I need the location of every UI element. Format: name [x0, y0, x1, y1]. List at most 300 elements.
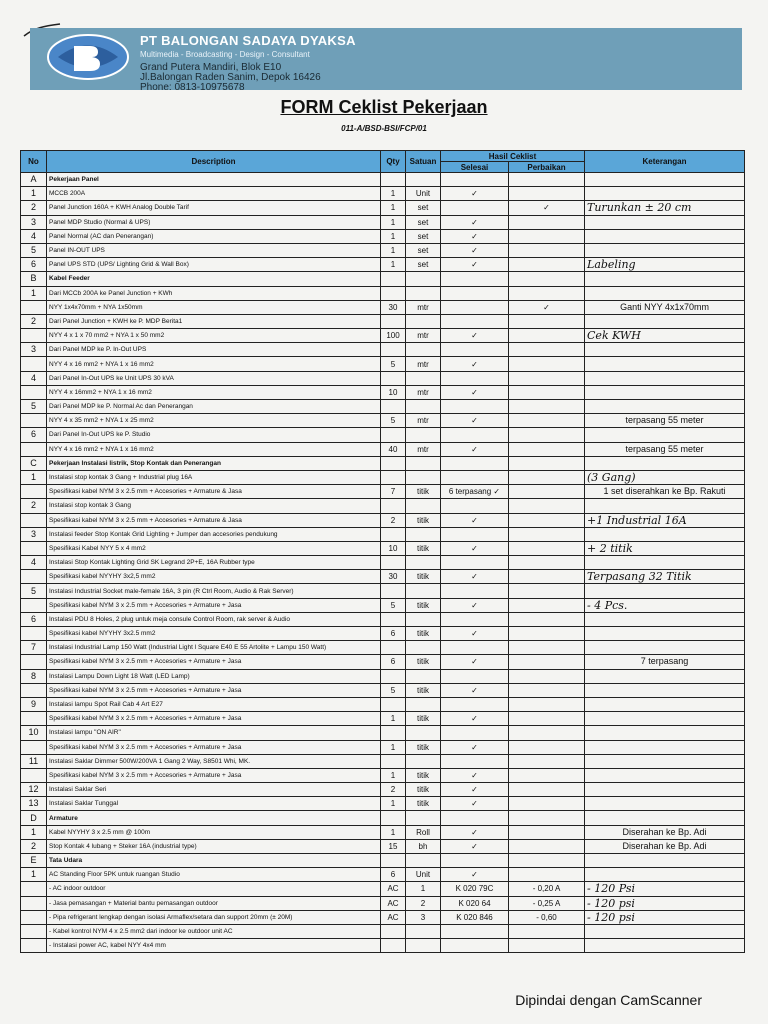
row-satuan — [406, 726, 441, 740]
row-no: 3 — [21, 527, 47, 541]
row-satuan — [406, 173, 441, 187]
row-qty: 1 — [381, 825, 406, 839]
table-row — [21, 357, 745, 371]
row-satuan: set — [406, 258, 441, 272]
company-name: PT BALONGAN SADAYA DYAKSA — [140, 33, 356, 48]
row-qty — [381, 612, 406, 626]
row-qty — [381, 371, 406, 385]
row-satuan: titik — [406, 570, 441, 584]
row-satuan — [406, 272, 441, 286]
row-qty — [381, 556, 406, 570]
table-row — [21, 201, 745, 215]
row-perbaikan — [509, 754, 585, 768]
row-description: Dari Panel In-Out UPS ke Unit UPS 30 kVA — [47, 371, 381, 385]
row-description: Instalasi PDU 8 Holes, 2 plug untuk meja consule Control Room, rak server & Audio — [47, 612, 381, 626]
row-keterangan — [585, 400, 745, 414]
row-no: 2 — [21, 314, 47, 328]
row-keterangan — [585, 187, 745, 201]
row-no — [21, 570, 47, 584]
row-selesai — [441, 924, 509, 938]
row-satuan: mtr — [406, 414, 441, 428]
table-row — [21, 839, 745, 853]
row-selesai: ✓ — [441, 783, 509, 797]
row-no: D — [21, 811, 47, 825]
row-description: - Instalasi power AC, kabel NYY 4x4 mm — [47, 939, 381, 953]
row-keterangan: terpasang 55 meter — [585, 442, 745, 456]
row-description: Instalasi Stop Kontak Lighting Grid SK Legrand 2P+E, 16A Rubber type — [47, 556, 381, 570]
row-no — [21, 414, 47, 428]
row-selesai: ✓ — [441, 868, 509, 882]
row-satuan: titik — [406, 627, 441, 641]
row-no: 2 — [21, 839, 47, 853]
row-no: 3 — [21, 343, 47, 357]
row-qty: 10 — [381, 385, 406, 399]
row-keterangan — [585, 924, 745, 938]
col-description: Description — [47, 151, 381, 173]
col-keterangan: Keterangan — [585, 151, 745, 173]
row-keterangan: Labeling — [585, 258, 745, 272]
row-selesai: K 020 846 — [441, 910, 509, 924]
company-tagline: Multimedia - Broadcasting - Design - Consultant — [140, 50, 310, 59]
row-qty — [381, 499, 406, 513]
row-perbaikan — [509, 797, 585, 811]
row-keterangan — [585, 385, 745, 399]
row-no — [21, 329, 47, 343]
row-perbaikan: - 0,20 A — [509, 882, 585, 896]
row-qty — [381, 314, 406, 328]
row-no — [21, 655, 47, 669]
row-perbaikan — [509, 783, 585, 797]
row-qty: 1 — [381, 768, 406, 782]
table-row — [21, 627, 745, 641]
row-no: 1 — [21, 286, 47, 300]
row-perbaikan — [509, 400, 585, 414]
row-perbaikan — [509, 924, 585, 938]
table-row — [21, 556, 745, 570]
row-no — [21, 740, 47, 754]
row-perbaikan — [509, 343, 585, 357]
row-selesai: ✓ — [441, 541, 509, 555]
row-keterangan — [585, 697, 745, 711]
row-description: Kabel Feeder — [47, 272, 381, 286]
row-keterangan: Terpasang 32 Titik — [585, 570, 745, 584]
row-keterangan — [585, 754, 745, 768]
row-no: E — [21, 854, 47, 868]
row-perbaikan — [509, 627, 585, 641]
row-qty: AC — [381, 882, 406, 896]
row-selesai: ✓ — [441, 258, 509, 272]
row-perbaikan — [509, 286, 585, 300]
row-no: 7 — [21, 641, 47, 655]
row-satuan: titik — [406, 783, 441, 797]
row-qty: 1 — [381, 712, 406, 726]
row-no — [21, 357, 47, 371]
row-selesai: ✓ — [441, 655, 509, 669]
table-row — [21, 300, 745, 314]
row-selesai: ✓ — [441, 598, 509, 612]
row-description: Dari Panel MDP ke P. Normal Ac dan Penerangan — [47, 400, 381, 414]
row-no — [21, 541, 47, 555]
row-perbaikan — [509, 442, 585, 456]
row-selesai: ✓ — [441, 712, 509, 726]
row-no — [21, 385, 47, 399]
row-qty — [381, 470, 406, 484]
row-selesai: ✓ — [441, 243, 509, 257]
row-description: Instalasi lampu Spot Rail Cab 4 Art E27 — [47, 697, 381, 711]
row-keterangan — [585, 868, 745, 882]
row-perbaikan: - 0,60 — [509, 910, 585, 924]
row-perbaikan — [509, 641, 585, 655]
row-perbaikan — [509, 655, 585, 669]
row-description: Kabel NYYHY 3 x 2.5 mm @ 100m — [47, 825, 381, 839]
table-row — [21, 868, 745, 882]
row-selesai: ✓ — [441, 414, 509, 428]
row-satuan: titik — [406, 768, 441, 782]
row-no: 9 — [21, 697, 47, 711]
row-perbaikan — [509, 811, 585, 825]
row-perbaikan — [509, 570, 585, 584]
table-row — [21, 584, 745, 598]
row-keterangan: Diserahan ke Bp. Adi — [585, 825, 745, 839]
table-row — [21, 924, 745, 938]
table-row — [21, 683, 745, 697]
row-keterangan: Turunkan ± 20 cm — [585, 201, 745, 215]
row-qty — [381, 428, 406, 442]
row-qty — [381, 343, 406, 357]
row-keterangan — [585, 854, 745, 868]
address-line-3: Phone: 0813-10975678 — [140, 82, 245, 93]
row-no: 4 — [21, 371, 47, 385]
row-perbaikan — [509, 726, 585, 740]
row-qty: 40 — [381, 442, 406, 456]
row-keterangan: Ganti NYY 4x1x70mm — [585, 300, 745, 314]
row-perbaikan — [509, 839, 585, 853]
table-row — [21, 697, 745, 711]
row-description: - AC indoor outdoor — [47, 882, 381, 896]
row-satuan — [406, 697, 441, 711]
row-perbaikan — [509, 768, 585, 782]
row-description: Dari MCCb 200A ke Panel Junction + KWh — [47, 286, 381, 300]
row-satuan: bh — [406, 839, 441, 853]
row-description: Armature — [47, 811, 381, 825]
row-no: 1 — [21, 825, 47, 839]
row-keterangan: 7 terpasang — [585, 655, 745, 669]
row-selesai — [441, 428, 509, 442]
row-no: 5 — [21, 400, 47, 414]
row-selesai: ✓ — [441, 442, 509, 456]
table-row — [21, 726, 745, 740]
table-row — [21, 215, 745, 229]
table-row — [21, 854, 745, 868]
row-perbaikan — [509, 314, 585, 328]
row-satuan: titik — [406, 797, 441, 811]
row-selesai — [441, 343, 509, 357]
row-selesai — [441, 272, 509, 286]
row-description: NYY 4 x 16 mm2 + NYA 1 x 16 mm2 — [47, 357, 381, 371]
company-logo-icon — [44, 32, 132, 82]
row-qty: 5 — [381, 414, 406, 428]
table-row — [21, 329, 745, 343]
table-row — [21, 612, 745, 626]
row-keterangan: + 2 titik — [585, 541, 745, 555]
row-description: Dari Panel In-Out UPS ke P. Studio — [47, 428, 381, 442]
table-row — [21, 910, 745, 924]
row-qty — [381, 697, 406, 711]
row-qty: 30 — [381, 300, 406, 314]
row-description: Spesifikasi Kabel NYY 5 x 4 mm2 — [47, 541, 381, 555]
row-keterangan — [585, 669, 745, 683]
row-selesai: ✓ — [441, 740, 509, 754]
row-no: 3 — [21, 215, 47, 229]
row-no: 6 — [21, 612, 47, 626]
row-no — [21, 910, 47, 924]
row-description: MCCB 200A — [47, 187, 381, 201]
row-description: Instalasi lampu "ON AIR" — [47, 726, 381, 740]
row-satuan: Unit — [406, 868, 441, 882]
row-keterangan — [585, 641, 745, 655]
row-satuan: titik — [406, 485, 441, 499]
row-satuan — [406, 371, 441, 385]
row-selesai: ✓ — [441, 229, 509, 243]
row-qty — [381, 854, 406, 868]
address-line-1: Grand Putera Mandiri, Blok E10 — [140, 62, 282, 73]
row-qty — [381, 400, 406, 414]
row-keterangan — [585, 768, 745, 782]
row-description: Spesifikasi kabel NYYHY 3x2.5 mm2 — [47, 627, 381, 641]
row-satuan: titik — [406, 712, 441, 726]
row-selesai: ✓ — [441, 513, 509, 527]
row-selesai: ✓ — [441, 329, 509, 343]
table-row — [21, 243, 745, 257]
row-qty — [381, 669, 406, 683]
row-description: NYY 4 x 16 mm2 + NYA 1 x 16 mm2 — [47, 442, 381, 456]
table-row — [21, 541, 745, 555]
table-row — [21, 712, 745, 726]
row-qty: 1 — [381, 229, 406, 243]
row-description: Spesifikasi kabel NYYHY 3x2,5 mm2 — [47, 570, 381, 584]
row-satuan: mtr — [406, 357, 441, 371]
row-keterangan: - 120 psi — [585, 896, 745, 910]
row-no — [21, 683, 47, 697]
row-description: Spesifikasi kabel NYM 3 x 2.5 mm + Accesories + Armature & Jasa — [47, 513, 381, 527]
row-perbaikan — [509, 329, 585, 343]
row-qty — [381, 726, 406, 740]
row-keterangan — [585, 797, 745, 811]
table-row — [21, 187, 745, 201]
row-description: Spesifikasi kabel NYM 3 x 2.5 mm + Accesories + Armature + Jasa — [47, 683, 381, 697]
col-no: No — [21, 151, 47, 173]
row-no: 12 — [21, 783, 47, 797]
table-row — [21, 896, 745, 910]
row-description: AC Standing Floor 5PK untuk ruangan Studio — [47, 868, 381, 882]
row-description: - Kabel kontrol NYM 4 x 2.5 mm2 dari indoor ke outdoor unit AC — [47, 924, 381, 938]
row-keterangan — [585, 712, 745, 726]
row-description: Spesifikasi kabel NYM 3 x 2.5 mm + Accesories + Armature + Jasa — [47, 655, 381, 669]
row-satuan: titik — [406, 598, 441, 612]
table-row — [21, 939, 745, 953]
row-keterangan — [585, 783, 745, 797]
row-satuan: titik — [406, 541, 441, 555]
checklist-table — [20, 150, 745, 953]
row-satuan: Unit — [406, 187, 441, 201]
row-selesai — [441, 556, 509, 570]
row-satuan: set — [406, 243, 441, 257]
row-selesai — [441, 201, 509, 215]
row-perbaikan — [509, 683, 585, 697]
row-satuan — [406, 499, 441, 513]
table-row — [21, 882, 745, 896]
row-satuan: 3 — [406, 910, 441, 924]
form-title: FORM Ceklist Pekerjaan — [280, 97, 488, 117]
row-keterangan — [585, 683, 745, 697]
row-description: Panel Junction 160A + KWH Analog Double Tarif — [47, 201, 381, 215]
table-row — [21, 400, 745, 414]
table-row — [21, 442, 745, 456]
row-perbaikan — [509, 854, 585, 868]
row-selesai — [441, 173, 509, 187]
row-qty: 15 — [381, 839, 406, 853]
row-satuan: mtr — [406, 385, 441, 399]
table-row — [21, 286, 745, 300]
row-selesai: ✓ — [441, 825, 509, 839]
letterhead-banner — [30, 28, 742, 90]
table-row — [21, 456, 745, 470]
row-satuan — [406, 754, 441, 768]
row-description: Dari Panel MDP ke P. In-Out UPS — [47, 343, 381, 357]
row-satuan — [406, 470, 441, 484]
row-perbaikan — [509, 556, 585, 570]
row-no — [21, 939, 47, 953]
row-no — [21, 712, 47, 726]
row-perbaikan — [509, 258, 585, 272]
row-description: Panel IN-OUT UPS — [47, 243, 381, 257]
row-no: 11 — [21, 754, 47, 768]
row-keterangan: - 120 psi — [585, 910, 745, 924]
table-row — [21, 499, 745, 513]
row-keterangan — [585, 499, 745, 513]
row-selesai: K 020 79C — [441, 882, 509, 896]
row-keterangan: - 4 Pcs. — [585, 598, 745, 612]
row-perbaikan — [509, 598, 585, 612]
row-keterangan — [585, 357, 745, 371]
table-row — [21, 173, 745, 187]
row-no: C — [21, 456, 47, 470]
row-qty: AC — [381, 896, 406, 910]
table-row — [21, 343, 745, 357]
row-keterangan — [585, 343, 745, 357]
table-row — [21, 825, 745, 839]
row-keterangan — [585, 939, 745, 953]
row-perbaikan — [509, 485, 585, 499]
row-keterangan — [585, 243, 745, 257]
row-selesai: ✓ — [441, 385, 509, 399]
row-qty — [381, 173, 406, 187]
row-keterangan: Diserahan ke Bp. Adi — [585, 839, 745, 853]
row-selesai — [441, 286, 509, 300]
row-perbaikan — [509, 584, 585, 598]
row-keterangan — [585, 173, 745, 187]
row-no: 1 — [21, 187, 47, 201]
table-row — [21, 598, 745, 612]
row-qty: 1 — [381, 243, 406, 257]
row-keterangan — [585, 314, 745, 328]
row-keterangan — [585, 612, 745, 626]
row-no: 1 — [21, 470, 47, 484]
form-code: 011-A/BSD-BSI/FCP/01 — [341, 124, 427, 133]
row-qty — [381, 272, 406, 286]
row-qty: AC — [381, 910, 406, 924]
row-no: 1 — [21, 868, 47, 882]
row-satuan — [406, 924, 441, 938]
row-description: Panel MDP Studio (Normal & UPS) — [47, 215, 381, 229]
row-selesai — [441, 669, 509, 683]
row-description: Tata Udara — [47, 854, 381, 868]
row-satuan: 2 — [406, 896, 441, 910]
row-qty: 1 — [381, 740, 406, 754]
row-selesai — [441, 641, 509, 655]
row-satuan: mtr — [406, 300, 441, 314]
row-qty: 7 — [381, 485, 406, 499]
table-row — [21, 470, 745, 484]
row-qty — [381, 924, 406, 938]
table-row — [21, 811, 745, 825]
row-qty — [381, 939, 406, 953]
row-qty: 1 — [381, 258, 406, 272]
row-perbaikan — [509, 456, 585, 470]
row-no: A — [21, 173, 47, 187]
table-row — [21, 754, 745, 768]
row-qty: 2 — [381, 513, 406, 527]
row-satuan — [406, 343, 441, 357]
row-description: Spesifikasi kabel NYM 3 x 2.5 mm + Accesories + Armature + Jasa — [47, 740, 381, 754]
row-qty: 5 — [381, 683, 406, 697]
table-row — [21, 485, 745, 499]
scanner-footer: Dipindai dengan CamScanner — [515, 992, 702, 1008]
row-qty: 100 — [381, 329, 406, 343]
row-no — [21, 882, 47, 896]
col-qty: Qty — [381, 151, 406, 173]
address-line-2: Jl.Balongan Raden Sanim, Depok 16426 — [140, 72, 321, 83]
col-perbaikan: Perbaikan — [509, 162, 585, 173]
row-description: Instalasi Industrial Lamp 150 Watt (Industrial Light l Square E40 E 55 Artolite + Lampu 150 Watt) — [47, 641, 381, 655]
row-perbaikan: - 0,25 A — [509, 896, 585, 910]
row-description: NYY 4 x 1 x 70 mm2 + NYA 1 x 50 mm2 — [47, 329, 381, 343]
table-row — [21, 527, 745, 541]
row-perbaikan — [509, 385, 585, 399]
row-description: Instalasi stop kontak 3 Gang — [47, 499, 381, 513]
table-row — [21, 797, 745, 811]
table-row — [21, 669, 745, 683]
row-no — [21, 485, 47, 499]
row-selesai — [441, 314, 509, 328]
row-keterangan — [585, 229, 745, 243]
table-row — [21, 655, 745, 669]
row-selesai: K 020 64 — [441, 896, 509, 910]
table-row — [21, 385, 745, 399]
row-satuan — [406, 641, 441, 655]
row-selesai: ✓ — [441, 768, 509, 782]
row-qty — [381, 527, 406, 541]
row-satuan — [406, 400, 441, 414]
row-no: 4 — [21, 556, 47, 570]
row-satuan — [406, 612, 441, 626]
row-qty — [381, 641, 406, 655]
row-description: Instalasi Industrial Socket male-female 16A, 3 pin (R Ctrl Room, Audio & Rak Server) — [47, 584, 381, 598]
row-satuan: titik — [406, 655, 441, 669]
row-qty: 5 — [381, 357, 406, 371]
row-qty — [381, 456, 406, 470]
row-keterangan — [585, 627, 745, 641]
